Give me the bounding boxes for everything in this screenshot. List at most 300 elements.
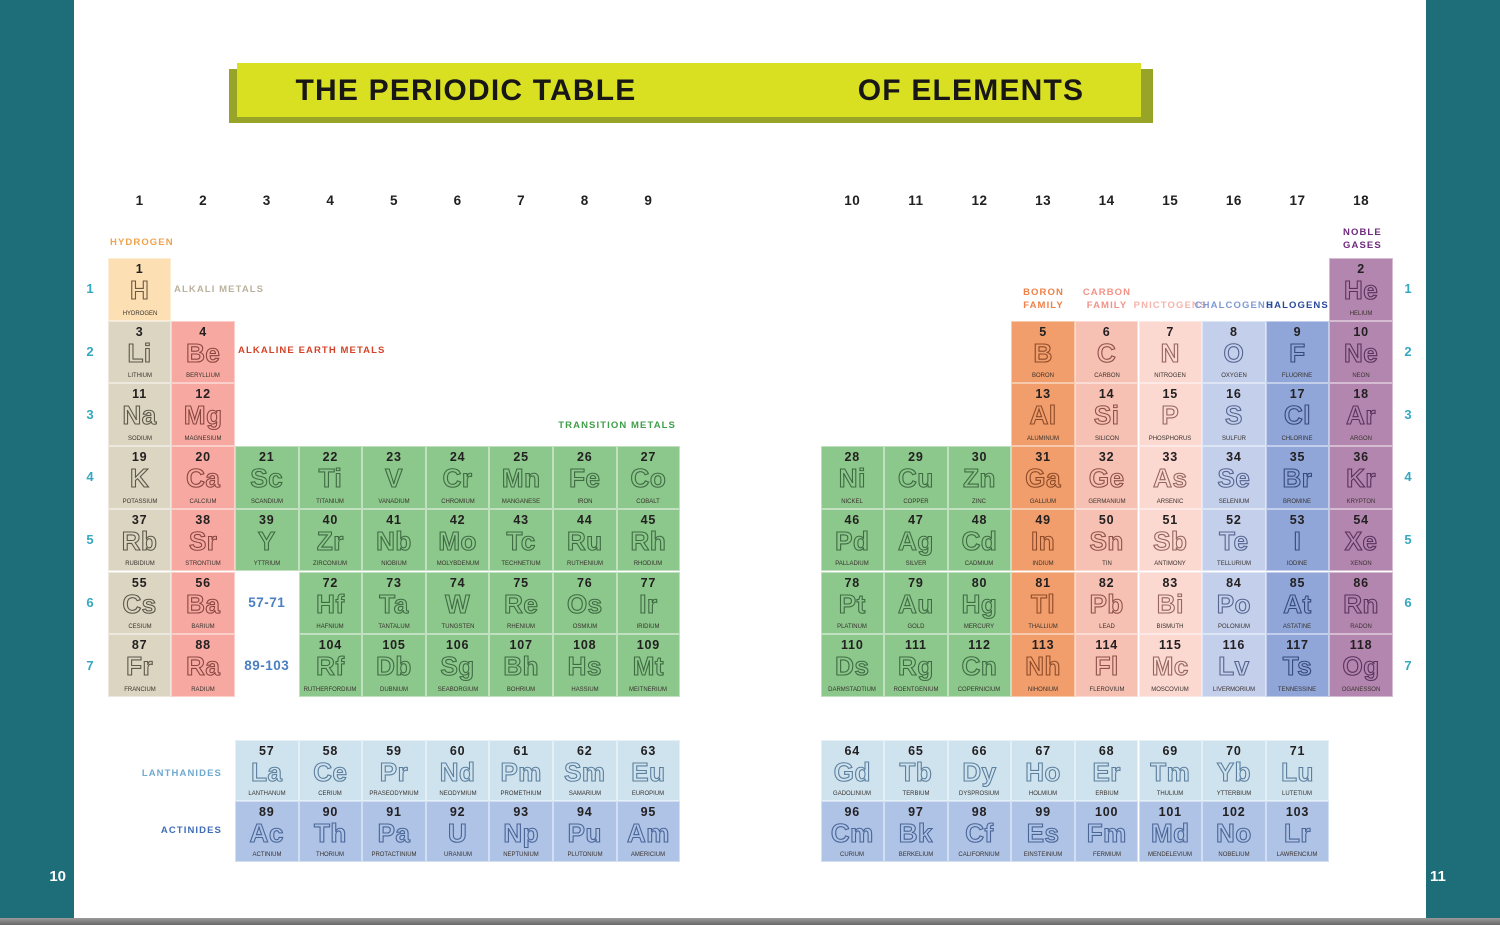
category-label-alkali: ALKALI METALS xyxy=(174,284,265,295)
element-name: SELENIUM xyxy=(1218,497,1250,505)
category-label-noble: NOBLE GASES xyxy=(1343,227,1382,251)
atomic-number: 61 xyxy=(513,744,529,758)
element-cell xyxy=(1202,321,1266,384)
element-symbol: No xyxy=(1216,818,1252,848)
element-cell xyxy=(821,801,885,862)
element-symbol: U xyxy=(447,818,468,848)
atomic-number: 82 xyxy=(1098,575,1115,590)
element-symbol: Rg xyxy=(898,651,934,682)
atomic-number: 9 xyxy=(1293,324,1302,339)
element-name: BOHRIUM xyxy=(507,685,536,693)
element-symbol: Ts xyxy=(1282,651,1313,682)
atomic-number: 74 xyxy=(449,575,466,590)
atomic-number: 83 xyxy=(1162,575,1179,590)
element-cell xyxy=(362,572,426,635)
element-name: OXYGEN xyxy=(1221,372,1247,380)
element-name: BISMUTH xyxy=(1156,623,1184,631)
element-symbol: C xyxy=(1097,337,1117,368)
element-symbol: Al xyxy=(1029,400,1057,431)
element-symbol: Pb xyxy=(1089,588,1124,619)
element-cell xyxy=(426,801,490,862)
element-cell xyxy=(1266,634,1330,697)
atomic-number: 67 xyxy=(1035,744,1051,758)
element-name: RHODIUM xyxy=(634,560,663,568)
atomic-number: 111 xyxy=(904,638,927,653)
element-symbol: Po xyxy=(1216,588,1251,619)
element-name: NEODYMIUM xyxy=(438,790,477,797)
atomic-number: 95 xyxy=(640,805,657,819)
atomic-number: 114 xyxy=(1095,638,1118,653)
element-symbol: Zn xyxy=(963,463,996,494)
element-symbol: Bk xyxy=(898,818,934,848)
element-symbol: Xe xyxy=(1344,525,1378,556)
element-name: PALLADIUM xyxy=(835,560,870,568)
element-cell xyxy=(1266,509,1330,572)
element-name: BARIUM xyxy=(191,623,215,631)
element-name: LIVERMORIUM xyxy=(1212,685,1255,693)
element-name: THORIUM xyxy=(316,851,345,858)
atomic-number: 105 xyxy=(382,638,406,653)
element-cell xyxy=(1139,383,1203,446)
element-symbol: Cs xyxy=(122,588,157,619)
element-symbol: Si xyxy=(1093,400,1120,431)
element-cell xyxy=(1075,321,1139,384)
element-symbol: Dy xyxy=(962,757,997,787)
element-name: MAGNESIUM xyxy=(184,435,222,443)
element-name: GALLIUM xyxy=(1029,497,1057,505)
atomic-number: 85 xyxy=(1289,575,1306,590)
element-cell xyxy=(426,634,490,697)
element-cell xyxy=(821,446,885,509)
element-cell xyxy=(362,446,426,509)
atomic-number: 91 xyxy=(386,805,402,819)
element-symbol: Hf xyxy=(316,588,345,619)
atomic-number: 51 xyxy=(1162,512,1179,527)
element-name: HAFNIUM xyxy=(316,623,345,631)
element-symbol: Gd xyxy=(833,757,871,787)
element-name: BORON xyxy=(1032,372,1055,380)
element-name: NICKEL xyxy=(841,497,864,505)
element-cell xyxy=(362,634,426,697)
element-symbol: Sg xyxy=(440,651,475,682)
element-name: TECHNETIUM xyxy=(501,560,541,568)
element-name: NEPTUNIUM xyxy=(503,851,539,858)
element-symbol: Mt xyxy=(632,651,665,682)
element-cell xyxy=(617,446,681,509)
element-symbol: Og xyxy=(1342,651,1380,682)
category-label-transition: TRANSITION METALS xyxy=(558,420,676,431)
placeholder-cell: 57-71 xyxy=(235,572,299,635)
element-symbol: Lv xyxy=(1218,651,1250,682)
element-symbol: Ar xyxy=(1346,400,1377,431)
atomic-number: 98 xyxy=(971,805,988,819)
element-symbol: Ge xyxy=(1088,463,1125,494)
element-name: COPERNICIUM xyxy=(958,685,1001,693)
element-cell xyxy=(171,321,235,384)
element-symbol: Cd xyxy=(961,525,998,556)
element-name: ANTIMONY xyxy=(1154,560,1187,568)
element-name: PROMETHIUM xyxy=(500,790,542,797)
element-symbol: Pa xyxy=(377,818,411,848)
atomic-number: 7 xyxy=(1166,324,1175,339)
element-symbol: Rh xyxy=(630,525,667,556)
element-cell xyxy=(1202,446,1266,509)
element-symbol: Sc xyxy=(250,463,284,494)
element-name: IODINE xyxy=(1287,560,1308,568)
atomic-number: 45 xyxy=(640,512,657,527)
atomic-number: 63 xyxy=(640,744,657,758)
element-name: PLATINUM xyxy=(837,623,868,631)
element-name: SILVER xyxy=(905,560,927,568)
element-cell xyxy=(1075,572,1139,635)
atomic-number: 48 xyxy=(971,512,988,527)
element-name: THALLIUM xyxy=(1028,623,1058,631)
element-symbol: He xyxy=(1343,275,1379,305)
element-cell xyxy=(235,740,299,801)
atomic-number: 116 xyxy=(1222,638,1246,653)
group-number: 4 xyxy=(326,193,335,208)
group-number: 1 xyxy=(135,193,144,208)
element-name: TANTALUM xyxy=(378,623,410,631)
element-name: LAWRENCIUM xyxy=(1277,851,1318,858)
element-cell xyxy=(1329,446,1393,509)
group-number: 18 xyxy=(1353,193,1370,208)
element-symbol: Ag xyxy=(898,525,934,556)
period-number-right: 3 xyxy=(1404,406,1412,422)
element-symbol: Zr xyxy=(316,525,344,556)
element-name: DYSPROSIUM xyxy=(959,790,1000,797)
group-number: 16 xyxy=(1225,193,1242,208)
element-cell xyxy=(1202,572,1266,635)
element-name: TERBIUM xyxy=(902,790,930,797)
element-name: ZIRCONIUM xyxy=(313,560,348,568)
element-symbol: Mc xyxy=(1151,651,1189,682)
element-cell xyxy=(489,801,553,862)
element-cell xyxy=(884,740,948,801)
atomic-number: 72 xyxy=(322,575,339,590)
element-cell xyxy=(1139,634,1203,697)
element-name: STRONTIUM xyxy=(185,560,221,568)
element-name: OGANESSON xyxy=(1341,685,1381,693)
page-bottom-shadow xyxy=(0,918,1500,925)
element-cell xyxy=(1266,383,1330,446)
atomic-number: 33 xyxy=(1162,450,1179,465)
element-cell xyxy=(1075,509,1139,572)
element-name: CESIUM xyxy=(127,623,152,631)
element-name: CHROMIUM xyxy=(440,497,475,505)
element-cell xyxy=(489,509,553,572)
element-cell xyxy=(884,509,948,572)
element-cell xyxy=(1011,740,1075,801)
element-name: HYDROGEN xyxy=(122,309,157,317)
element-symbol: Be xyxy=(186,337,221,368)
element-name: KRYPTON xyxy=(1346,497,1376,505)
atomic-number: 76 xyxy=(577,575,593,590)
element-cell xyxy=(1202,740,1266,801)
element-cell xyxy=(1202,634,1266,697)
element-symbol: Ir xyxy=(639,588,658,619)
element-name: FLEROVIUM xyxy=(1089,685,1125,693)
element-cell xyxy=(235,509,299,572)
element-name: CURIUM xyxy=(840,851,865,858)
element-cell xyxy=(553,509,617,572)
element-cell xyxy=(1011,446,1075,509)
element-symbol: Mo xyxy=(438,525,477,556)
element-cell xyxy=(1266,572,1330,635)
atomic-number: 73 xyxy=(386,575,402,590)
atomic-number: 88 xyxy=(195,638,211,653)
element-name: DARMSTADTIUM xyxy=(828,685,877,693)
element-name: ALUMINUM xyxy=(1027,435,1060,443)
element-name: SILICON xyxy=(1094,435,1119,443)
element-cell xyxy=(426,740,490,801)
element-symbol: As xyxy=(1153,463,1188,494)
element-symbol: Db xyxy=(376,651,412,682)
element-cell xyxy=(884,801,948,862)
element-symbol: Tc xyxy=(506,525,536,556)
element-symbol: Sm xyxy=(564,757,606,787)
element-cell xyxy=(1011,572,1075,635)
element-symbol: Er xyxy=(1092,757,1121,787)
atomic-number: 60 xyxy=(449,744,466,758)
group-number: 5 xyxy=(389,193,398,208)
page-number-left: 10 xyxy=(49,868,66,885)
atomic-number: 29 xyxy=(908,450,924,465)
element-symbol: O xyxy=(1223,337,1245,368)
element-name: COBALT xyxy=(636,497,661,505)
atomic-number: 97 xyxy=(908,805,924,819)
period-number-right: 2 xyxy=(1404,344,1412,360)
element-symbol: S xyxy=(1224,400,1243,431)
atomic-number: 15 xyxy=(1162,387,1179,402)
element-name: TITANIUM xyxy=(316,497,345,505)
atomic-number: 59 xyxy=(386,744,402,758)
element-symbol: V xyxy=(385,463,403,494)
element-cell xyxy=(1266,740,1330,801)
element-cell xyxy=(362,801,426,862)
element-symbol: Md xyxy=(1151,818,1190,848)
period-number-right: 5 xyxy=(1404,532,1412,548)
atomic-number: 28 xyxy=(844,450,861,465)
element-name: VANADIUM xyxy=(378,497,410,505)
element-name: CALIFORNIUM xyxy=(958,851,1001,858)
atomic-number: 109 xyxy=(636,638,661,653)
element-name: ARSENIC xyxy=(1157,497,1184,505)
atomic-number: 89 xyxy=(259,805,275,819)
atomic-number: 35 xyxy=(1289,450,1306,465)
element-symbol: Hs xyxy=(567,651,602,682)
atomic-number: 54 xyxy=(1353,512,1369,527)
atomic-number: 84 xyxy=(1226,575,1242,590)
element-symbol: Cu xyxy=(898,463,934,494)
atomic-number: 96 xyxy=(844,805,861,819)
element-symbol: Bh xyxy=(503,651,540,682)
atomic-number: 90 xyxy=(322,805,339,819)
element-name: BERYLLIUM xyxy=(186,372,221,380)
element-cell xyxy=(948,446,1012,509)
element-cell xyxy=(1075,801,1139,862)
atomic-number: 23 xyxy=(386,450,402,465)
element-name: IRIDIUM xyxy=(636,623,660,631)
element-cell xyxy=(948,634,1012,697)
element-name: MOLYBDENUM xyxy=(436,560,479,568)
atomic-number: 58 xyxy=(322,744,339,758)
atomic-number: 106 xyxy=(445,638,470,653)
page-title-right: OF ELEMENTS xyxy=(857,74,1085,107)
element-name: SEABORGIUM xyxy=(437,685,478,693)
element-name: GADOLINIUM xyxy=(833,790,872,797)
category-label-alkaline: ALKALINE EARTH METALS xyxy=(238,345,386,356)
element-symbol: W xyxy=(445,588,471,619)
element-cell xyxy=(1202,383,1266,446)
category-label-actinide: ACTINIDES xyxy=(160,825,222,836)
element-symbol: K xyxy=(129,463,150,494)
element-cell xyxy=(362,740,426,801)
element-symbol: Pr xyxy=(379,757,409,787)
atomic-number: 6 xyxy=(1102,324,1111,339)
element-symbol: Nb xyxy=(376,525,412,556)
element-name: NIOBIUM xyxy=(381,560,407,568)
group-number: 14 xyxy=(1098,193,1115,208)
element-cell xyxy=(1202,509,1266,572)
element-symbol: Eu xyxy=(631,757,666,787)
element-cell xyxy=(171,383,235,446)
element-symbol: Fl xyxy=(1094,651,1119,682)
element-symbol: Lr xyxy=(1283,818,1311,848)
atomic-number: 25 xyxy=(513,450,529,465)
element-name: NEON xyxy=(1352,372,1370,380)
element-cell xyxy=(884,572,948,635)
element-name: LITHIUM xyxy=(127,372,152,380)
element-cell xyxy=(821,572,885,635)
atomic-number: 87 xyxy=(131,638,148,653)
element-symbol: Cm xyxy=(830,818,874,848)
element-symbol: Pu xyxy=(567,818,602,848)
element-cell xyxy=(1011,321,1075,384)
element-symbol: Fm xyxy=(1086,818,1127,848)
element-symbol: Mn xyxy=(501,463,541,494)
element-symbol: La xyxy=(251,757,283,787)
atomic-number: 37 xyxy=(131,512,148,527)
atomic-number: 117 xyxy=(1286,638,1309,653)
atomic-number: 113 xyxy=(1031,638,1055,653)
element-name: HOLMIUM xyxy=(1028,790,1058,797)
element-cell xyxy=(1329,572,1393,635)
element-symbol: Cr xyxy=(442,463,473,494)
element-symbol: Rn xyxy=(1343,588,1379,619)
category-label-boron: BORON FAMILY xyxy=(1023,287,1064,311)
element-symbol: I xyxy=(1293,525,1302,556)
atomic-number: 53 xyxy=(1289,512,1306,527)
element-cell xyxy=(108,383,172,446)
element-name: NOBELIUM xyxy=(1218,851,1250,858)
element-name: NIHONIUM xyxy=(1027,685,1059,693)
element-name: LUTETIUM xyxy=(1282,790,1313,797)
period-number-left: 1 xyxy=(86,281,94,297)
atomic-number: 38 xyxy=(195,512,211,527)
element-symbol: Ca xyxy=(186,463,221,494)
element-symbol: Nh xyxy=(1025,651,1061,682)
element-cell xyxy=(299,446,363,509)
atomic-number: 19 xyxy=(131,450,148,465)
element-name: INDIUM xyxy=(1032,560,1054,568)
element-name: HELIUM xyxy=(1349,309,1373,317)
element-symbol: H xyxy=(129,275,150,305)
atomic-number: 13 xyxy=(1035,387,1051,402)
element-symbol: Np xyxy=(503,818,540,848)
element-name: SCANDIUM xyxy=(250,497,283,505)
element-symbol: Pd xyxy=(835,525,870,556)
element-symbol: Na xyxy=(122,400,157,431)
atomic-number: 102 xyxy=(1222,805,1246,819)
element-cell xyxy=(108,572,172,635)
element-name: TUNGSTEN xyxy=(441,623,475,631)
element-cell xyxy=(1011,383,1075,446)
period-number-left: 2 xyxy=(86,344,94,360)
element-cell xyxy=(1329,321,1393,384)
element-name: SULFUR xyxy=(1221,435,1246,443)
atomic-number: 34 xyxy=(1226,450,1242,465)
atomic-number: 115 xyxy=(1159,638,1182,653)
atomic-number: 112 xyxy=(968,638,991,653)
element-cell xyxy=(1139,321,1203,384)
element-symbol: Ds xyxy=(835,651,870,682)
element-symbol: In xyxy=(1031,525,1056,556)
element-cell xyxy=(1139,572,1203,635)
element-name: POLONIUM xyxy=(1217,623,1250,631)
element-cell xyxy=(1266,801,1330,862)
element-cell xyxy=(617,740,681,801)
element-cell xyxy=(1329,383,1393,446)
element-cell xyxy=(171,509,235,572)
element-name: MANGANESE xyxy=(502,497,541,505)
element-symbol: Fr xyxy=(126,651,154,682)
element-name: ACTINIUM xyxy=(252,851,282,858)
atomic-number: 101 xyxy=(1158,805,1182,819)
atomic-number: 86 xyxy=(1353,575,1369,590)
atomic-number: 75 xyxy=(513,575,529,590)
element-cell xyxy=(108,509,172,572)
element-cell xyxy=(1011,634,1075,697)
atomic-number: 40 xyxy=(322,512,339,527)
element-symbol: Co xyxy=(630,463,667,494)
element-symbol: B xyxy=(1033,337,1053,368)
element-cell xyxy=(489,572,553,635)
atomic-number: 32 xyxy=(1098,450,1115,465)
element-cell xyxy=(1329,509,1393,572)
element-symbol: Au xyxy=(898,588,934,619)
element-cell xyxy=(235,446,299,509)
atomic-number: 118 xyxy=(1349,638,1373,653)
atomic-number: 62 xyxy=(577,744,593,758)
element-name: COPPER xyxy=(903,497,929,505)
atomic-number: 26 xyxy=(577,450,593,465)
element-name: TELLURIUM xyxy=(1216,560,1251,568)
placeholder-cell: 89-103 xyxy=(235,634,299,697)
element-name: FLUORINE xyxy=(1282,372,1313,380)
atomic-number: 55 xyxy=(131,575,148,590)
group-number: 7 xyxy=(517,193,526,208)
group-number: 6 xyxy=(453,193,462,208)
element-cell xyxy=(1075,383,1139,446)
element-name: RHENIUM xyxy=(507,623,536,631)
element-symbol: Tm xyxy=(1150,757,1191,787)
element-cell xyxy=(1075,634,1139,697)
atomic-number: 4 xyxy=(199,324,208,339)
atomic-number: 11 xyxy=(132,387,147,402)
group-number: 2 xyxy=(199,193,208,208)
element-cell xyxy=(299,572,363,635)
